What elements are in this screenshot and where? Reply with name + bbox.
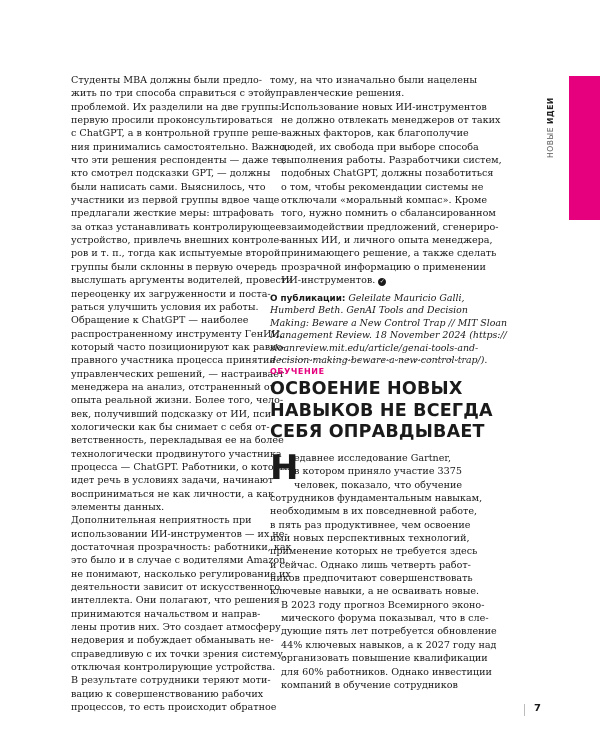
paragraph bbox=[60, 314, 293, 514]
text-line: интеллекта. Они полагают, что решения bbox=[71, 595, 280, 607]
text-line: ния принимались самостоятельно. Важно, bbox=[71, 141, 289, 153]
text-line: переоценку их загруженности и поста- bbox=[71, 288, 271, 300]
text-line: Дополнительная неприятность при bbox=[71, 515, 252, 527]
text-line: были написать сами. Выяснилось, что bbox=[71, 181, 266, 193]
text-line: век, получивший подсказку от ИИ, пси- bbox=[71, 408, 275, 420]
source-text: Geleilate Mauricio Galli, bbox=[348, 292, 465, 304]
text-line: что эти решения респонденты — даже те, bbox=[71, 155, 286, 167]
text-line: тому, на что изначально были нацелены bbox=[270, 75, 477, 86]
right-column bbox=[270, 74, 507, 368]
article-body bbox=[270, 448, 497, 692]
text-line: людей, их свобода при выборе способа bbox=[281, 141, 479, 153]
text-line: процесса — ChatGPT. Работники, о которых bbox=[71, 461, 293, 473]
text-line-with-end-mark bbox=[270, 274, 468, 287]
text-line: выслушать аргументы водителей, провести bbox=[71, 275, 293, 287]
text-line: ников предпочитают совершенствовать bbox=[270, 573, 473, 585]
source-label: О публикации: bbox=[270, 293, 346, 304]
section-label bbox=[546, 97, 555, 158]
text-line: жить по три способа справиться с этой bbox=[71, 88, 271, 100]
text-line: недоверия и побуждает обманывать не- bbox=[71, 635, 274, 647]
text-line: устройство, привлечь внешних контроле- bbox=[71, 235, 283, 247]
text-line: первую просили проконсультироваться bbox=[71, 115, 273, 127]
paragraph bbox=[270, 599, 497, 692]
text-line: управленческие решения. bbox=[270, 88, 405, 100]
text-line: подобных ChatGPT, должны позаботиться bbox=[281, 168, 494, 180]
text-line: того, нужно помнить о сбалансированном bbox=[281, 208, 496, 220]
paragraph bbox=[60, 74, 293, 314]
text-line: опыта реальной жизни. Более того, чело- bbox=[71, 395, 284, 407]
headline-line: НАВЫКОВ НЕ ВСЕГДА bbox=[270, 400, 493, 421]
text-line: отключая контролирующие устройства. bbox=[71, 662, 276, 674]
page-number: 7 bbox=[534, 703, 541, 714]
text-line: в котором приняло участие 3375 bbox=[294, 466, 462, 478]
text-line: хологически как бы снимает с себя от- bbox=[71, 421, 270, 433]
article-headline bbox=[270, 379, 493, 444]
paragraph bbox=[270, 101, 502, 288]
text-line: вацию к совершенствованию рабочих bbox=[71, 688, 264, 700]
text-line: не понимают, насколько регулирование их bbox=[71, 568, 291, 580]
text-line: достаточная прозрачность: работники, как bbox=[71, 542, 292, 554]
text-line: ими новых перспективных технологий, bbox=[270, 533, 470, 545]
text-line: лены против них. Это создает атмосферу bbox=[71, 622, 281, 634]
text-line: использовании ИИ-инструментов — их не- bbox=[71, 528, 288, 540]
text-line: 44% ключевых навыков, а к 2027 году над bbox=[281, 639, 497, 651]
text-line: отключали «моральный компас». Кроме bbox=[281, 195, 488, 207]
text-line: необходимым в их повседневной работе, bbox=[270, 506, 478, 518]
text-line: предлагали жесткие меры: штрафовать bbox=[71, 208, 274, 220]
text-line: проблемой. Их разделили на две группы: bbox=[71, 101, 282, 113]
paragraph bbox=[270, 74, 477, 101]
text-line: ветственность, перекладывая ее на более bbox=[71, 435, 284, 447]
source-text: Making: Beware a New Control Trap // MIT Sloan bbox=[270, 317, 507, 329]
text-line: ров и т. п., тогда как испытуемые второй bbox=[71, 248, 281, 260]
text-line: участники из первой группы вдвое чаще bbox=[71, 195, 280, 207]
section-tag bbox=[569, 76, 600, 220]
text-line: взаимодействии предложений, сгенериро- bbox=[281, 221, 499, 233]
section-label-light: НОВЫЕ bbox=[546, 126, 555, 158]
text-line: кто смотрел подсказки GPT, — должны bbox=[71, 168, 271, 180]
text-line: в пять раз продуктивнее, чем освоение bbox=[270, 519, 471, 531]
text-line: и сейчас. Однако лишь четверть работ- bbox=[270, 559, 471, 571]
source-text: sloanreview.mit.edu/article/genai-tools-and- bbox=[270, 342, 479, 354]
text-line: принимающего решение, а также сделать bbox=[281, 248, 497, 260]
text-line: раться улучшить условия их работы. bbox=[71, 301, 259, 313]
text-line: прозрачной информацию о применении bbox=[281, 261, 486, 273]
text-line: это было и в случае с водителями Amazon, bbox=[71, 555, 289, 567]
text-line: Студенты MBA должны были предло- bbox=[71, 75, 262, 86]
text-line: Использование новых ИИ-инструментов bbox=[281, 101, 487, 113]
text-line: важных факторов, как благополучие bbox=[281, 128, 469, 140]
page-number-rule bbox=[524, 704, 525, 716]
text-line: человек, показало, что обучение bbox=[294, 479, 463, 491]
text-line: восприниматься не как личности, а как bbox=[71, 488, 274, 500]
text-line: идет речь в условиях задачи, начинают bbox=[71, 475, 274, 487]
text-line: не должно отвлекать менеджеров от таких bbox=[281, 115, 501, 127]
headline-line: ОСВОЕНИЕ НОВЫХ bbox=[270, 379, 463, 399]
text-line: В результате сотрудники теряют моти- bbox=[71, 675, 271, 687]
text-line: Обращение к ChatGPT — наиболее bbox=[71, 315, 249, 327]
text-line: компаний в обучение сотрудников bbox=[281, 679, 458, 691]
text-line: для 60% работников. Однако инвестиции bbox=[281, 666, 492, 678]
text-line: выполнения работы. Разработчики систем, bbox=[281, 155, 502, 167]
text-line: деятельности зависит от искусственного bbox=[71, 582, 281, 594]
paragraph bbox=[60, 514, 292, 714]
text-line: ИИ-инструментов. bbox=[281, 275, 376, 287]
text-line: процессов, то есть происходит обратное bbox=[71, 702, 277, 714]
text-line: правного участника процесса принятия bbox=[71, 355, 276, 367]
text-line: принимаются начальством и направ- bbox=[71, 608, 261, 620]
section-rubric: ОБУЧЕНИЕ bbox=[270, 367, 325, 376]
text-line: ключевые навыки, а не осваивать новые. bbox=[270, 586, 480, 598]
text-line: менеджера на анализ, отстраненный от bbox=[71, 381, 275, 393]
text-line: за отказ устанавливать контролирующее bbox=[71, 221, 282, 233]
text-line: справедливую с их точки зрения систему, bbox=[71, 648, 286, 660]
headline-line: СЕБЯ ОПРАВДЫВАЕТ bbox=[270, 422, 485, 442]
text-line: управленческих решений, — настраивает bbox=[71, 368, 285, 380]
text-line: дующие пять лет потребуется обновление bbox=[281, 626, 497, 638]
text-line: с ChatGPT, а в контрольной группе реше- bbox=[71, 128, 282, 140]
source-text: Humberd Beth. GenAI Tools and Decision bbox=[270, 305, 468, 317]
end-of-article-icon: ✓ bbox=[379, 278, 385, 286]
drop-cap: Н bbox=[270, 448, 299, 488]
text-line: группы были склонны в первую очередь bbox=[71, 261, 277, 273]
text-line: В 2023 году прогноз Всемирного эконо- bbox=[281, 599, 485, 611]
text-line: о том, чтобы рекомендации системы не bbox=[281, 181, 484, 193]
left-column bbox=[60, 74, 293, 715]
text-line: мического форума показывал, что в сле- bbox=[281, 613, 489, 625]
source-text: Management Review. 18 November 2024 (https:// bbox=[270, 330, 507, 342]
text-line: технологически продвинутого участника bbox=[71, 448, 282, 460]
text-line: элементы данных. bbox=[71, 502, 165, 513]
text-line: сотрудников фундаментальным навыкам, bbox=[270, 493, 483, 505]
text-line: едавнее исследование Gartner, bbox=[294, 453, 451, 464]
section-divider bbox=[270, 359, 468, 360]
source-text: decision-making-beware-a-new-control-trap/). bbox=[270, 355, 488, 367]
source-citation bbox=[270, 292, 507, 369]
text-line: распространенному инструменту ГенИИ, bbox=[71, 328, 283, 340]
text-line: ванных ИИ, и личного опыта менеджера, bbox=[281, 235, 493, 247]
text-line: который часто позиционируют как равно- bbox=[71, 341, 286, 353]
text-line: организовать повышение квалификации bbox=[281, 653, 488, 665]
text-line: применение которых не требуется здесь bbox=[270, 546, 478, 558]
section-label-bold: ИДЕИ bbox=[546, 97, 555, 124]
